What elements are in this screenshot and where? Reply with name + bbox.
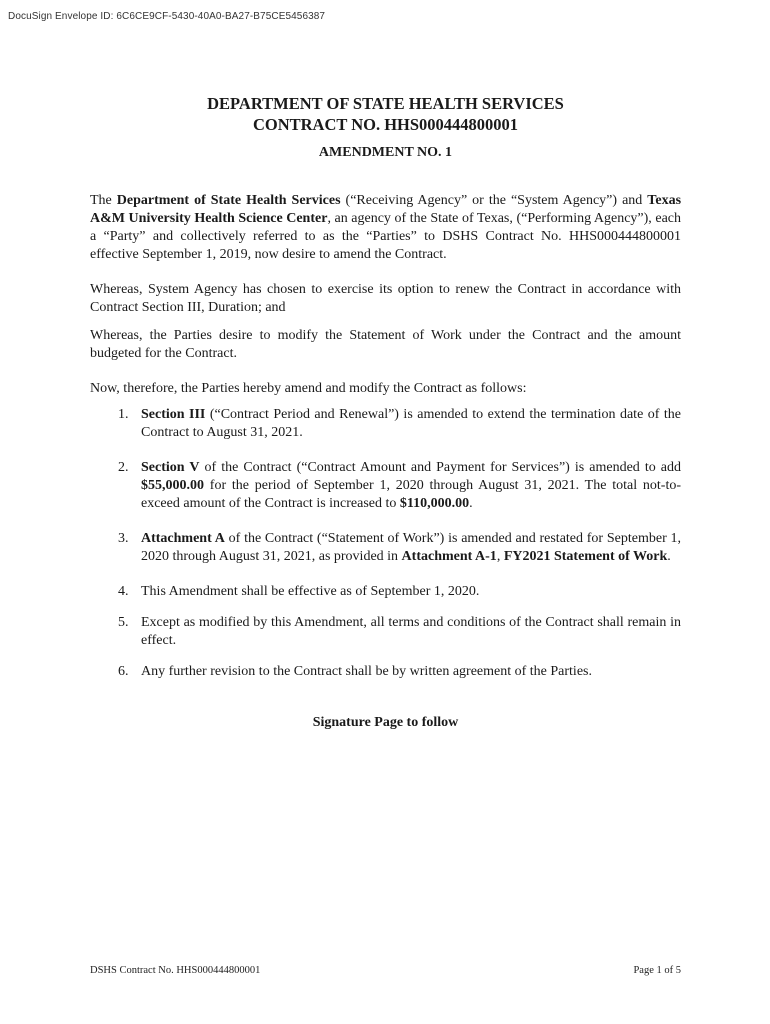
list-item-text: of the Contract (“Contract Amount and Payment for Services”) is amended to add [199,460,681,475]
list-item-text: (“Contract Period and Renewal”) is amended to extend the termination date of the Contract to August 31, 2021. [141,407,681,440]
intro-agency-name: Department of State Health Services [116,193,341,208]
list-item-number: 5. [118,615,129,630]
whereas-paragraph-2: Whereas, the Parties desire to modify the Statement of Work under the Contract and the amount budgeted for the Contract. [90,328,681,361]
title-line-2: CONTRACT NO. HHS000444800001 [252,115,519,134]
title-line-1: DEPARTMENT OF STATE HEALTH SERVICES [207,94,564,113]
docusign-envelope-id: DocuSign Envelope ID: 6C6CE9CF-5430-40A0-BA27-B75CE5456387 [8,11,326,22]
list-item [90,406,681,442]
list-item-number: 2. [118,460,129,475]
list-item-number: 4. [118,584,129,599]
list-item-text: , [496,549,504,564]
intro-performing-agency-name: Texas A&M University Health Science Center [90,193,682,226]
list-item-text: of the Contract (“Statement of Work”) is amended and restated for September 1, 2020 through August 31, 2021, as provided in [141,531,681,564]
intro-text-1: The [90,193,117,208]
contract-page [90,93,681,731]
intro-text-2: (“Receiving Agency” or the “System Agency”) and [340,193,648,208]
whereas-paragraph-1: Whereas, System Agency has chosen to exercise its option to renew the Contract in accordance with Contract Section III, Duration; and [90,282,681,315]
list-item-text: for the period of September 1, 2020 through August 31, 2021. The total not-to-exceed amount of the Contract is increased to [141,478,681,511]
list-item-bold: Attachment A [141,531,225,546]
intro-paragraph [90,192,681,264]
list-item [90,530,681,566]
signature-page-note: Signature Page to follow [312,715,459,730]
list-item-amount: $55,000.00 [141,478,204,493]
list-item-text: Any further revision to the Contract shall be by written agreement of the Parties. [141,664,592,679]
footer-page-number: Page 1 of 5 [633,965,681,976]
list-item [90,614,681,650]
list-item-number: 3. [118,531,129,546]
list-item-bold: Section V [141,460,200,475]
list-item-number: 1. [118,407,129,422]
document-title [90,93,681,135]
list-item-number: 6. [118,664,129,679]
footer-contract-number: DSHS Contract No. HHS000444800001 [90,965,261,976]
list-item-bold: Section III [141,407,206,422]
list-item-text: This Amendment shall be effective as of September 1, 2020. [141,584,480,599]
list-item-total-amount: $110,000.00 [399,496,470,511]
list-item [90,459,681,513]
amendment-list [90,406,681,681]
list-item-text: . [667,549,671,564]
amendment-heading: AMENDMENT NO. 1 [318,145,453,160]
list-item-attachment: Attachment A-1 [401,549,497,564]
list-item-statement-of-work: FY2021 Statement of Work [503,549,668,564]
list-item [90,663,681,681]
list-item [90,583,681,601]
list-item-text: . [469,496,473,511]
now-therefore-paragraph: Now, therefore, the Parties hereby amend and modify the Contract as follows: [90,381,527,396]
list-item-text: Except as modified by this Amendment, all terms and conditions of the Contract shall remain in effect. [141,615,681,648]
intro-text-3: , an agency of the State of Texas, (“Performing Agency”), each a “Party” and collectively referred to as the “Parties” to DSHS Contract No. HHS000444800001 effective September 1, 2019, now desire to amend the Contract. [90,211,681,262]
